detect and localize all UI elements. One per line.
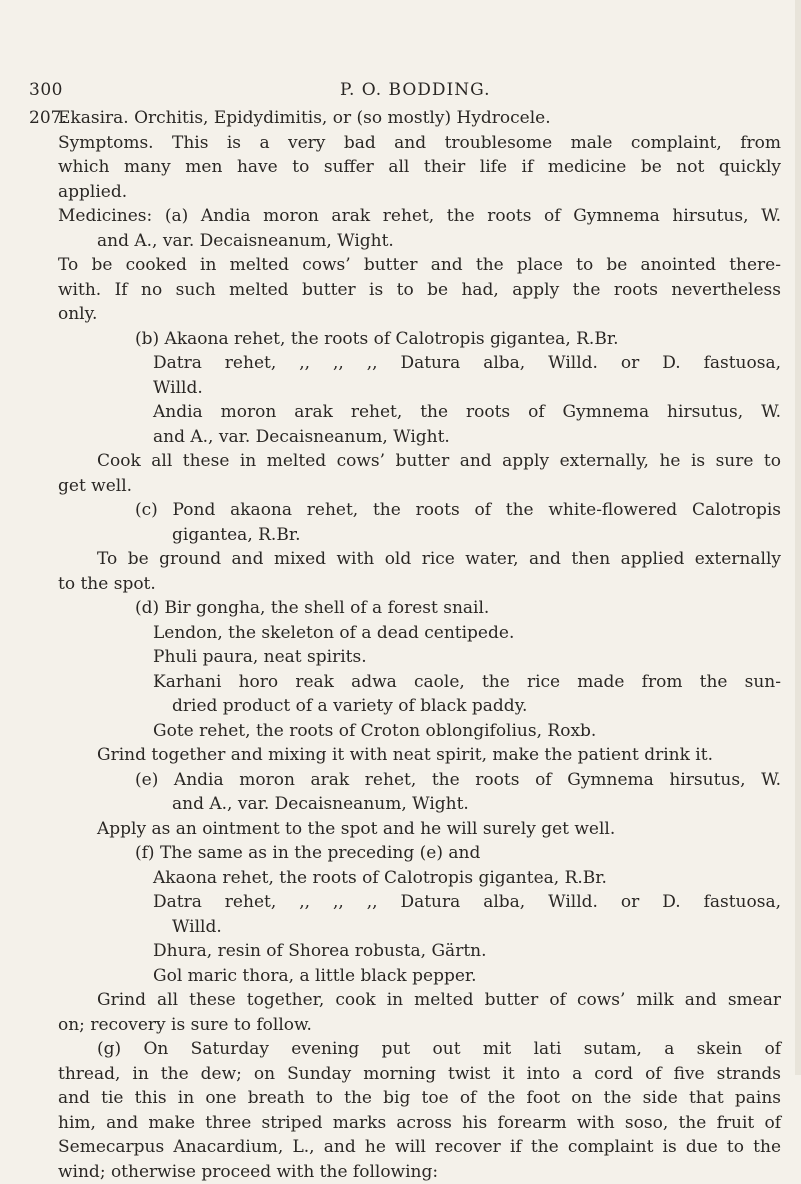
text-line <box>29 302 781 327</box>
line-text: to the spot. <box>58 574 156 594</box>
text-line <box>29 743 781 768</box>
text-line <box>29 596 781 621</box>
line-text: dried product of a variety of black paddy. <box>172 696 527 716</box>
text-line <box>29 1086 781 1111</box>
text-line <box>29 964 781 989</box>
text-line <box>29 400 781 425</box>
text-line <box>29 1111 781 1136</box>
line-text: (b) Akaona rehet, the roots of Calotropis gigantea, R.Br. <box>135 329 619 349</box>
line-text: Andia moron arak rehet, the roots of Gymnema hirsutus, W. <box>153 402 781 422</box>
text-line <box>29 670 781 695</box>
line-text: To be ground and mixed with old rice water, and then applied externally <box>97 549 781 569</box>
line-text: Datra rehet, ,, ,, ,, Datura alba, Willd. or D. fastuosa, <box>153 353 781 373</box>
text-line <box>29 547 781 572</box>
line-text: which many men have to suffer all their life if medicine be not quickly <box>58 157 781 177</box>
text-line <box>29 449 781 474</box>
text-line <box>29 621 781 646</box>
text-line <box>29 817 781 842</box>
text-line <box>29 890 781 915</box>
section-number: 207. <box>29 106 58 131</box>
line-text: Grind all these together, cook in melted butter of cows’ milk and smear <box>97 990 781 1010</box>
line-text: Karhani horo reak adwa caole, the rice made from the sun- <box>153 672 781 692</box>
text-line <box>29 253 781 278</box>
text-line <box>29 866 781 891</box>
running-head: P. O. BODDING. <box>340 80 491 100</box>
text-line <box>29 498 781 523</box>
line-text: Datra rehet, ,, ,, ,, Datura alba, Willd. or D. fastuosa, <box>153 892 781 912</box>
line-text: Dhura, resin of Shorea robusta, Gärtn. <box>153 941 487 961</box>
line-text: Gol maric thora, a little black pepper. <box>153 966 477 986</box>
line-text: (g) On Saturday evening put out mit lati sutam, a skein of <box>97 1039 781 1059</box>
line-text: with. If no such melted butter is to be had, apply the roots nevertheless <box>58 280 781 300</box>
line-text: Lendon, the skeleton of a dead centipede. <box>153 623 514 643</box>
text-line <box>29 106 781 131</box>
text-line <box>29 1160 781 1184</box>
text-line <box>29 915 781 940</box>
line-text: Ekasira. Orchitis, Epidydimitis, or (so mostly) Hydrocele. <box>58 108 551 128</box>
text-line <box>29 939 781 964</box>
line-text: and A., var. Decaisneanum, Wight. <box>153 427 450 447</box>
line-text: (e) Andia moron arak rehet, the roots of Gymnema hirsutus, W. <box>135 770 781 790</box>
text-line <box>29 572 781 597</box>
line-text: thread, in the dew; on Sunday morning twist it into a cord of five strands <box>58 1064 781 1084</box>
text-line <box>29 645 781 670</box>
line-text: only. <box>58 304 97 324</box>
page-number: 300 <box>29 80 63 100</box>
line-text: and A., var. Decaisneanum, Wight. <box>97 231 394 251</box>
line-text: Gote rehet, the roots of Croton oblongifolius, Roxb. <box>153 721 596 741</box>
text-line <box>29 278 781 303</box>
text-line <box>29 1013 781 1038</box>
text-line <box>29 204 781 229</box>
page-edge <box>795 0 801 1075</box>
line-text: gigantea, R.Br. <box>172 525 300 545</box>
text-line <box>29 1037 781 1062</box>
page-header <box>0 80 801 104</box>
line-text: Semecarpus Anacardium, L., and he will recover if the complaint is due to the <box>58 1137 781 1157</box>
line-text: (c) Pond akaona rehet, the roots of the white-flowered Calotropis <box>135 500 781 520</box>
line-text: him, and make three striped marks across his forearm with soso, the fruit of <box>58 1113 781 1133</box>
line-text: Cook all these in melted cows’ butter and apply externally, he is sure to <box>97 451 781 471</box>
line-text: applied. <box>58 182 127 202</box>
text-line <box>29 376 781 401</box>
text-line <box>29 180 781 205</box>
text-body <box>29 106 781 1184</box>
text-line <box>29 327 781 352</box>
line-text: (d) Bir gongha, the shell of a forest snail. <box>135 598 489 618</box>
text-line <box>29 792 781 817</box>
line-text: Willd. <box>153 378 203 398</box>
text-line <box>29 155 781 180</box>
text-line <box>29 988 781 1013</box>
line-text: Symptoms. This is a very bad and troublesome male complaint, from <box>58 133 781 153</box>
line-text: get well. <box>58 476 132 496</box>
line-text: (f) The same as in the preceding (e) and <box>135 843 480 863</box>
line-text: Akaona rehet, the roots of Calotropis gigantea, R.Br. <box>153 868 607 888</box>
text-line <box>29 351 781 376</box>
line-text: Medicines: (a) Andia moron arak rehet, the roots of Gymnema hirsutus, W. <box>58 206 781 226</box>
line-text: Phuli paura, neat spirits. <box>153 647 367 667</box>
line-text: Willd. <box>172 917 222 937</box>
text-line <box>29 131 781 156</box>
line-text: To be cooked in melted cows’ butter and the place to be anointed there- <box>58 255 781 275</box>
text-line <box>29 719 781 744</box>
text-line <box>29 229 781 254</box>
line-text: wind; otherwise proceed with the following: <box>58 1162 438 1182</box>
line-text: Grind together and mixing it with neat spirit, make the patient drink it. <box>97 745 713 765</box>
text-line <box>29 523 781 548</box>
line-text: and A., var. Decaisneanum, Wight. <box>172 794 469 814</box>
line-text: and tie this in one breath to the big toe of the foot on the side that pains <box>58 1088 781 1108</box>
line-text: on; recovery is sure to follow. <box>58 1015 312 1035</box>
line-text: Apply as an ointment to the spot and he will surely get well. <box>97 819 615 839</box>
text-line <box>29 694 781 719</box>
text-line <box>29 768 781 793</box>
text-line <box>29 425 781 450</box>
text-line <box>29 1135 781 1160</box>
text-line <box>29 474 781 499</box>
text-line <box>29 841 781 866</box>
text-line <box>29 1062 781 1087</box>
